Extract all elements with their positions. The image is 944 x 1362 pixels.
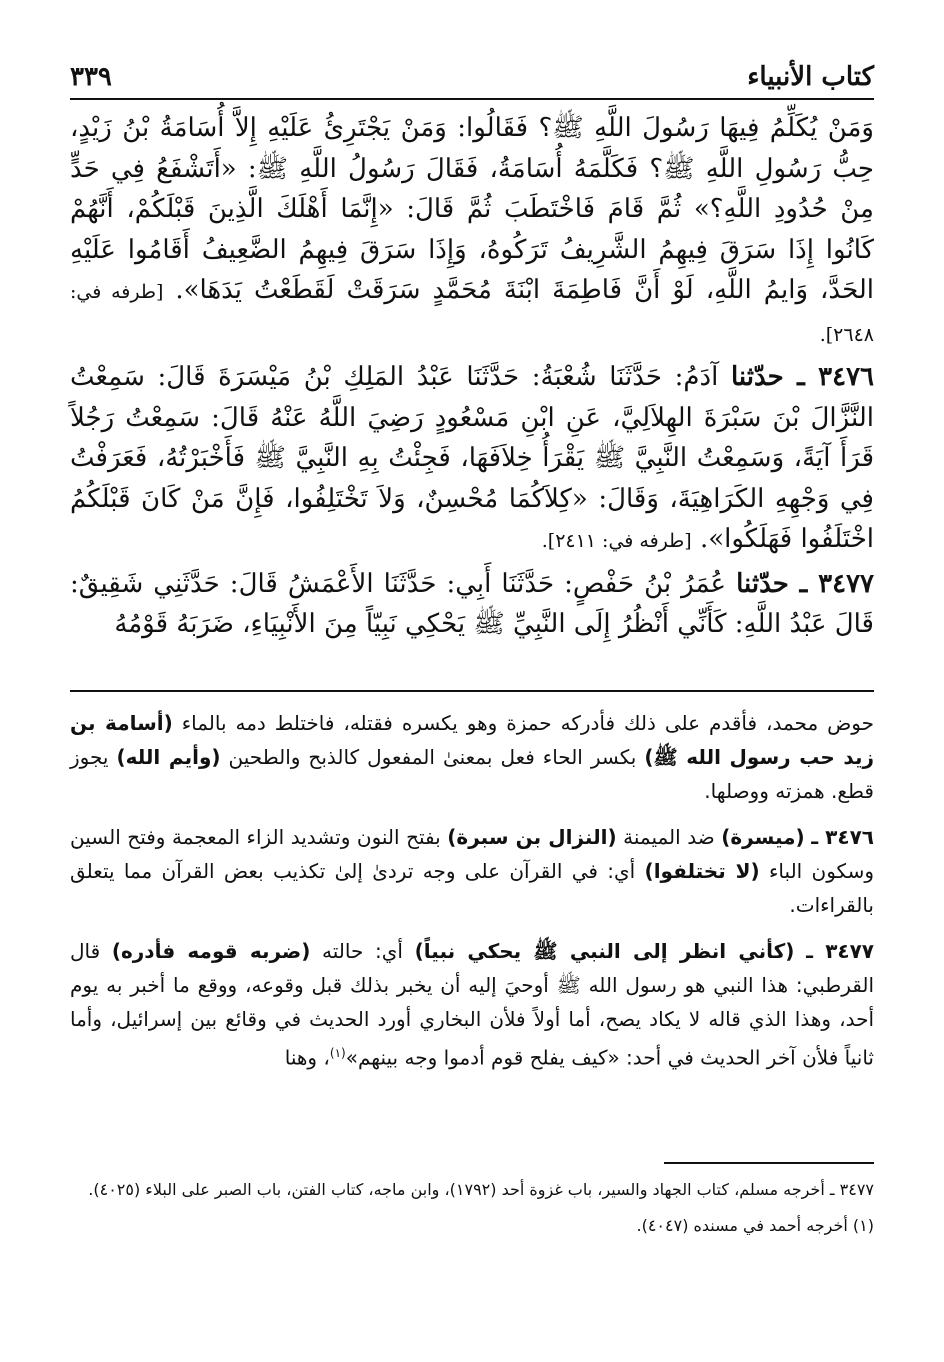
book-title: كتاب الأنبياء bbox=[747, 62, 874, 92]
footnote: ٣٤٧٧ ـ أخرجه مسلم، كتاب الجهاد والسير، باب غزوة أحد (١٧٩٢)، وابن ماجه، كتاب الفتن، باب الصبر على البلاء (٤٠٢٥). bbox=[88, 1180, 874, 1199]
commentary-keyword: (النزال بن سبرة) bbox=[447, 825, 617, 849]
commentary-number: ٣٤٧٦ ـ bbox=[811, 825, 874, 849]
hadith-paragraph bbox=[70, 357, 874, 562]
commentary-keyword: (ضربه قومه فأدره) bbox=[111, 939, 311, 963]
cross-reference: [طرفه في: ٢٤١١]. bbox=[541, 530, 692, 552]
cross-reference: [طرفه في: ٢٦٤٨]. bbox=[70, 281, 874, 346]
page-header bbox=[70, 52, 874, 100]
commentary-number: ٣٤٧٧ ـ bbox=[806, 939, 875, 963]
footnote: (١) أخرجه أحمد في مسنده (٤٠٤٧). bbox=[636, 1216, 874, 1235]
commentary-text-run: أي: حالته bbox=[322, 939, 403, 963]
hadith-paragraph bbox=[70, 108, 874, 355]
commentary-text-run: بفتح النون وتشديد الزاء المعجمة وفتح السين وسكون الباء bbox=[70, 825, 875, 883]
commentary-keyword: (لا تختلفوا) bbox=[644, 859, 760, 883]
commentary-text-run: ، وهنا bbox=[284, 1045, 330, 1070]
commentary-paragraph bbox=[70, 706, 874, 808]
hadith-number: ٣٤٧٦ ـ حدّثنا bbox=[730, 362, 874, 392]
commentary-paragraph bbox=[70, 820, 874, 922]
commentary-text-run: بكسر الحاء فعل بمعنىٰ المفعول كالذبح والطحين bbox=[228, 745, 637, 769]
page-number: ٣٣٩ bbox=[70, 62, 112, 92]
commentary-paragraph bbox=[70, 934, 874, 1075]
footnote-rule bbox=[664, 1162, 874, 1164]
commentary-keyword: (أسامة بن زيد حب رسول الله ﷺ) bbox=[70, 711, 875, 769]
hadith-number: ٣٤٧٧ ـ حدّثنا bbox=[736, 568, 874, 599]
commentary-keyword: (كأني انظر إلى النبي ﷺ يحكي نبياً) bbox=[414, 939, 795, 963]
commentary-text bbox=[70, 706, 874, 1087]
hadith-body: آدَمُ: حَدَّثَنَا شُعْبَةُ: حَدَّثَنَا عَبْدُ المَلِكِ بْنُ مَيْسَرَةَ قَالَ: سَمِعْتُ النَّزَّالَ بْنَ سَبْرَةَ الهِلاَلِيَّ، عَنِ ابْنِ مَسْعُودٍ رَضِيَ اللَّهُ عَنْهُ قَالَ: سَمِعْتُ رَجُلاً قَرَأَ آيَةً، وَسَمِعْتُ النَّبِيَّ ﷺ يَقْرَأُ خِلاَفَهَا، فَجِئْتُ بِهِ النَّبِيَّ ﷺ فَأَخْبَرْتُهُ، فَعَرَفْتُ فِي وَجْهِهِ الكَرَاهِيَةَ، وَقَالَ: «كِلاَكُمَا مُحْسِنٌ، وَلاَ تَخْتَلِفُوا، فَإِنَّ مَنْ كَانَ قَبْلَكُمُ اخْتَلَفُوا فَهَلَكُوا». bbox=[70, 362, 874, 554]
section-divider bbox=[70, 690, 874, 692]
hadith-text bbox=[70, 108, 874, 647]
commentary-text-run: أي: في القرآن على وجه تردىٰ إلىٰ تكذيب بعض القرآن مما يتعلق بالقراءات. bbox=[70, 859, 874, 917]
commentary-text-run: يجوز قطع. همزته ووصلها. bbox=[70, 745, 874, 803]
commentary-text-run: ضد الميمنة bbox=[623, 825, 715, 849]
hadith-body: وَمَنْ يُكَلِّمُ فِيهَا رَسُولَ اللَّهِ ﷺ؟ فَقَالُوا: وَمَنْ يَجْتَرِئُ عَلَيْهِ إِلاَّ أُسَامَةُ بْنُ زَيْدٍ، حِبُّ رَسُولِ اللَّهِ ﷺ؟ فَكَلَّمَهُ أُسَامَةُ، فَقَالَ رَسُولُ اللَّهِ ﷺ: «أَتَشْفَعُ فِي حَدٍّ مِنْ حُدُودِ اللَّهِ؟» ثُمَّ قَامَ فَاخْتَطَبَ ثُمَّ قَالَ: «إِنَّمَا أَهْلَكَ الَّذِينَ قَبْلَكُمْ، أَنَّهُمْ كَانُوا إِذَا سَرَقَ فِيهِمُ الشَّرِيفُ تَرَكُوهُ، وَإِذَا سَرَقَ فِيهِمُ الضَّعِيفُ أَقَامُوا عَلَيْهِ الحَدَّ، وَايمُ اللَّهِ، لَوْ أَنَّ فَاطِمَةَ ابْنَةَ مُحَمَّدٍ سَرَقَتْ لَقَطَعْتُ يَدَهَا». bbox=[70, 113, 875, 305]
commentary-keyword: (ميسرة) bbox=[721, 825, 805, 849]
hadith-body: عُمَرُ بْنُ حَفْصٍ: حَدَّثَنَا أَبِي: حَدَّثَنَا الأَعْمَشُ قَالَ: حَدَّثَنِي شَقِيقٌ: قَالَ عَبْدُ اللَّهِ: كَأَنِّي أَنْظُرُ إِلَى النَّبِيِّ ﷺ يَحْكِي نَبِيّاً مِنَ الأَنْبِيَاءِ، ضَرَبَهُ قَوْمُهُ bbox=[70, 568, 874, 639]
footnotes bbox=[70, 1176, 874, 1248]
commentary-text-run: حوض محمد، فأقدم على ذلك فأدركه حمزة وهو يكسره فقتله، فاختلط دمه بالماء bbox=[181, 711, 874, 735]
commentary-text-run: قال القرطبي: هذا النبي هو رسول الله ﷺ أوحيَ إليه أن يخبر بذلك قبل وقوعه، ووقع ما أخبر به يوم أحد، وهذا الذي قاله لا يكاد يصح، أما أولاً فلأن البخاري أورد الحديث في وقائع بين إسرائيل، وأما ثانياً فلأن آخر الحديث في أحد: «كيف يفلح قوم أدموا وجه بينهم» bbox=[70, 939, 874, 1070]
hadith-paragraph bbox=[70, 564, 874, 645]
footnote-marker: (١) bbox=[329, 1046, 346, 1060]
commentary-keyword: (وأيم الله) bbox=[116, 745, 221, 769]
